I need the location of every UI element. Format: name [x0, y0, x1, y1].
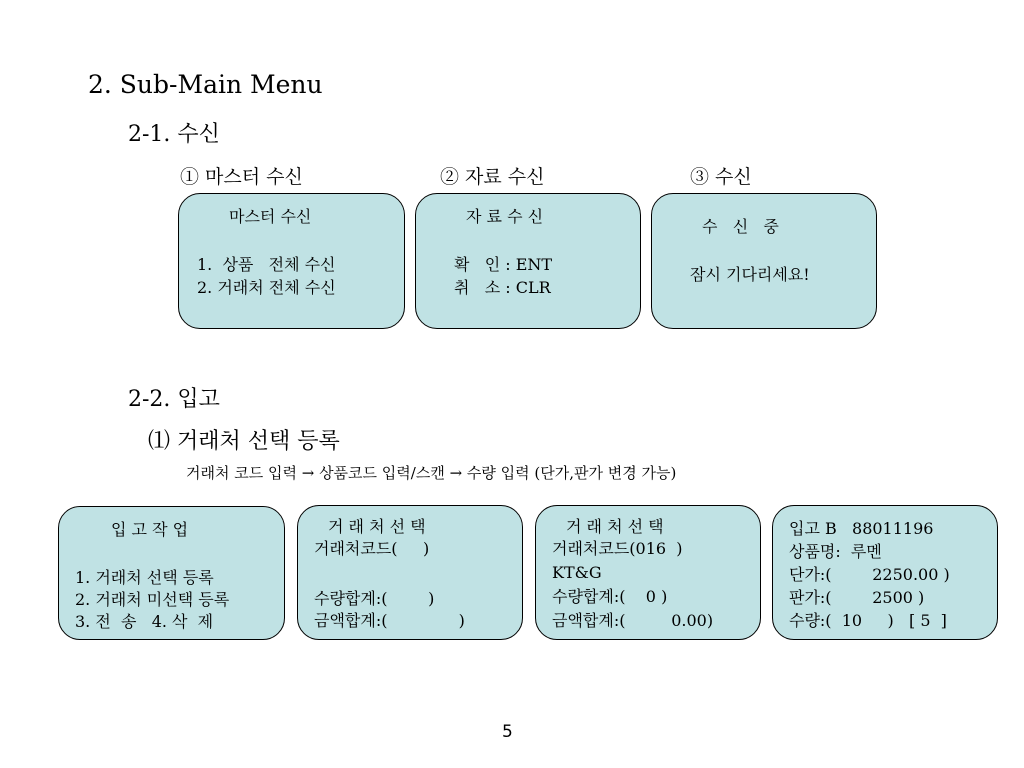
- screen-title: 마스터 수신: [229, 207, 312, 226]
- menu-item-product-receive: 1. 상품 전체 수신: [197, 255, 336, 274]
- screen-title: 거 래 처 선 택: [328, 517, 426, 536]
- amount-total-field: 금액합계:( 0.00): [552, 611, 714, 630]
- label-data-receive: ② 자료 수신: [440, 166, 545, 188]
- screen-master-receive: [178, 193, 405, 329]
- menu-item-vendor-unselect: 2. 거래처 미선택 등록: [75, 590, 230, 609]
- screen-title: 수 신 중: [702, 217, 779, 236]
- screen-title: 자 료 수 신: [466, 207, 544, 226]
- screen-item-entry: [772, 505, 998, 640]
- quantity-field: 수량:( 10 ) [ 5 ]: [789, 611, 947, 630]
- quantity-total-field: 수량합계:( ): [314, 589, 435, 608]
- vendor-code-field: 거래처코드( ): [314, 539, 430, 558]
- screen-vendor-select-empty: [297, 505, 523, 640]
- screen-title: 입 고 작 업: [111, 520, 189, 539]
- unit-price-field: 단가:( 2250.00 ): [789, 565, 950, 584]
- menu-item-send-delete: 3. 전 송 4. 삭 제: [75, 612, 214, 631]
- label-receiving: ③ 수신: [690, 166, 752, 188]
- page-number: 5: [502, 722, 513, 742]
- vendor-code-field: 거래처코드(016 ): [552, 539, 683, 558]
- screen-title: 거 래 처 선 택: [566, 517, 664, 536]
- flow-description: 거래처 코드 입력 → 상품코드 입력/스캔 → 수량 입력 (단가,판가 변경 가능): [186, 464, 677, 482]
- cancel-key-hint: 취 소 : CLR: [454, 278, 551, 297]
- sale-price-field: 판가:( 2500 ): [789, 588, 925, 607]
- label-master-receive: ① 마스터 수신: [180, 166, 303, 188]
- screen-receiving: [651, 193, 877, 329]
- slide-title: 2. Sub-Main Menu: [88, 70, 323, 99]
- screen-data-receive: [415, 193, 641, 329]
- confirm-key-hint: 확 인 : ENT: [454, 255, 553, 274]
- incoming-barcode: 입고 B 88011196: [789, 519, 934, 538]
- wait-message: 잠시 기다리세요!: [690, 265, 810, 284]
- section-title-receive: 2-1. 수신: [128, 122, 220, 147]
- menu-item-vendor-receive: 2. 거래처 전체 수신: [197, 278, 336, 297]
- amount-total-field: 금액합계:( ): [314, 611, 465, 630]
- subsection-title-vendor-select: ⑴ 거래처 선택 등록: [148, 429, 340, 454]
- screen-incoming-work: [58, 506, 285, 640]
- quantity-total-field: 수량합계:( 0 ): [552, 587, 668, 606]
- section-title-incoming: 2-2. 입고: [128, 387, 220, 412]
- vendor-name: KT&G: [552, 563, 602, 582]
- product-name: 상품명: 루멘: [789, 542, 882, 561]
- menu-item-vendor-select: 1. 거래처 선택 등록: [75, 568, 214, 587]
- screen-vendor-select-filled: [535, 505, 761, 640]
